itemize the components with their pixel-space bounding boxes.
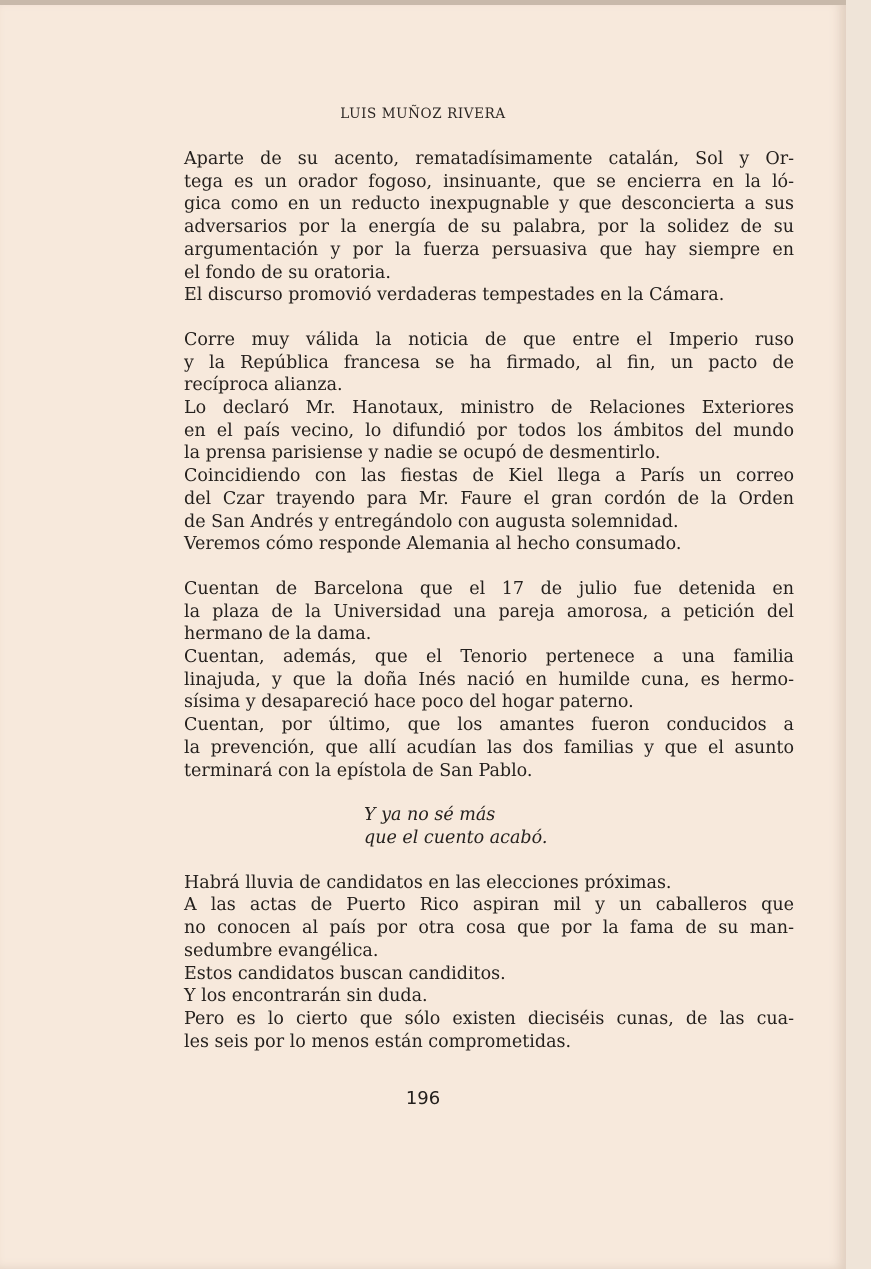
section-gap [150, 850, 794, 872]
text-line: Corre muy válida la noticia de que entre el Imperio ruso [184, 329, 794, 350]
text-line: la plaza de la Universidad una pareja amorosa, a petición del [184, 601, 794, 622]
text-line: el fondo de su oratoria. [184, 262, 391, 283]
paragraph [150, 284, 794, 307]
running-head: LUIS MUÑOZ RIVERA [340, 106, 506, 122]
text-line: la prevención, que allí acudían las dos familias y que el asunto [184, 737, 794, 758]
paragraph [150, 963, 794, 986]
text-line: terminará con la epístola de San Pablo. [184, 760, 533, 781]
text-line: no conocen al país por otra cosa que por la fama de su man- [184, 918, 794, 939]
text-line: Estos candidatos buscan candiditos. [184, 963, 506, 984]
paragraph [150, 985, 794, 1008]
paragraph [150, 465, 794, 533]
text-line: Pero es lo cierto que sólo existen dieciséis cunas, de las cua- [184, 1008, 794, 1029]
text-line: Coincidiendo con las fiestas de Kiel llega a París un correo [184, 466, 794, 487]
text-line: sedumbre evangélica. [184, 940, 379, 961]
section-gap [150, 782, 794, 804]
text-line: adversarios por la energía de su palabra, por la solidez de su [184, 217, 794, 238]
page-top-edge [0, 0, 846, 5]
page-edge-shadow [846, 0, 871, 1269]
text-line: Cuentan de Barcelona que el 17 de julio fue detenida en [184, 578, 794, 599]
paragraph [150, 148, 794, 284]
paragraph [150, 646, 794, 714]
text-line: Veremos cómo responde Alemania al hecho consumado. [184, 534, 682, 555]
text-line: del Czar trayendo para Mr. Faure el gran cordón de la Orden [184, 488, 794, 509]
text-line: en el país vecino, lo difundió por todos los ámbitos del mundo [184, 420, 794, 441]
text-line: Cuentan, por último, que los amantes fueron conducidos a [184, 715, 794, 736]
text-line: Y ya no sé más [364, 805, 496, 826]
text-line: recíproca alianza. [184, 375, 343, 396]
body-text [150, 148, 794, 1053]
paragraph [150, 714, 794, 782]
page-number: 196 [405, 1088, 441, 1109]
text-line: gica como en un reducto inexpugnable y que desconcierta a sus [184, 194, 794, 215]
paragraph [150, 872, 794, 895]
paragraph [150, 533, 794, 556]
text-line: que el cuento acabó. [364, 827, 548, 848]
text-line: Habrá lluvia de candidatos en las elecciones próximas. [184, 872, 672, 893]
text-line: sísima y desapareció hace poco del hogar paterno. [184, 692, 634, 713]
text-line: linajuda, y que la doña Inés nació en humilde cuna, es hermo- [184, 669, 794, 690]
text-line: tega es un orador fogoso, insinuante, que se encierra en la ló- [184, 171, 794, 192]
text-line: argumentación y por la fuerza persuasiva que hay siempre en [184, 239, 794, 260]
text-line: hermano de la dama. [184, 624, 372, 645]
text-line: les seis por lo menos están comprometidas. [184, 1031, 572, 1052]
text-line: Lo declaró Mr. Hanotaux, ministro de Relaciones Exteriores [184, 398, 794, 419]
paragraph [150, 578, 794, 646]
text-line: Y los encontrarán sin duda. [184, 986, 428, 1007]
paragraph [150, 894, 794, 962]
text-line: Cuentan, además, que el Tenorio pertenece a una familia [184, 647, 794, 668]
verse-quote [150, 804, 794, 849]
text-line: El discurso promovió verdaderas tempestades en la Cámara. [184, 285, 725, 306]
section-gap [150, 556, 794, 578]
text-line: y la República francesa se ha firmado, al fin, un pacto de [184, 352, 794, 373]
text-line: Aparte de su acento, rematadísimamente catalán, Sol y Or- [184, 149, 794, 169]
paragraph [150, 397, 794, 465]
paragraph [150, 1008, 794, 1053]
text-line: la prensa parisiense y nadie se ocupó de desmentirlo. [184, 443, 661, 464]
section-gap [150, 307, 794, 329]
text-line: de San Andrés y entregándolo con augusta solemnidad. [184, 511, 679, 532]
text-line: A las actas de Puerto Rico aspiran mil y un caballeros que [184, 895, 794, 916]
paragraph [150, 329, 794, 397]
